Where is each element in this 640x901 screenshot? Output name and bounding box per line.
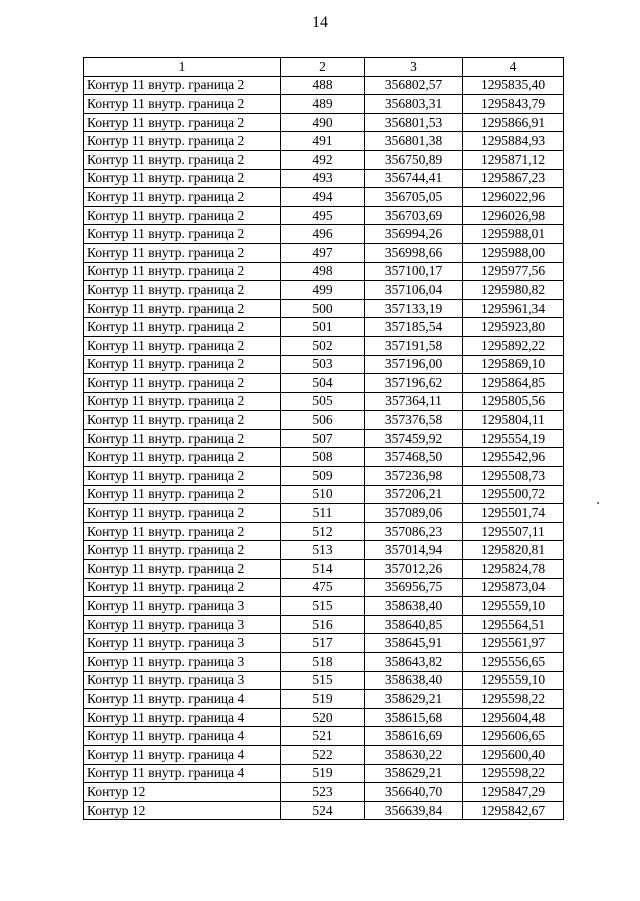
contour-name-cell: Контур 11 внутр. граница 3 bbox=[84, 671, 281, 690]
y-coordinate-cell: 1295507,11 bbox=[463, 522, 564, 541]
table-row bbox=[84, 727, 564, 746]
contour-name-cell: Контур 11 внутр. граница 2 bbox=[84, 411, 281, 430]
table-row bbox=[84, 671, 564, 690]
table-row bbox=[84, 690, 564, 709]
point-number-cell: 520 bbox=[281, 708, 365, 727]
contour-name-cell: Контур 11 внутр. граница 3 bbox=[84, 653, 281, 672]
point-number-cell: 507 bbox=[281, 429, 365, 448]
y-coordinate-cell: 1295820,81 bbox=[463, 541, 564, 560]
x-coordinate-cell: 356998,66 bbox=[365, 243, 463, 262]
x-coordinate-cell: 356803,31 bbox=[365, 95, 463, 114]
contour-name-cell: Контур 11 внутр. граница 2 bbox=[84, 318, 281, 337]
x-coordinate-cell: 358629,21 bbox=[365, 690, 463, 709]
x-coordinate-cell: 356705,05 bbox=[365, 188, 463, 207]
x-coordinate-cell: 357376,58 bbox=[365, 411, 463, 430]
table-row bbox=[84, 448, 564, 467]
y-coordinate-cell: 1295556,65 bbox=[463, 653, 564, 672]
x-coordinate-cell: 356703,69 bbox=[365, 206, 463, 225]
point-number-cell: 515 bbox=[281, 597, 365, 616]
contour-name-cell: Контур 11 внутр. граница 2 bbox=[84, 225, 281, 244]
contour-name-cell: Контур 11 внутр. граница 4 bbox=[84, 745, 281, 764]
point-number-cell: 489 bbox=[281, 95, 365, 114]
table-row bbox=[84, 764, 564, 783]
point-number-cell: 498 bbox=[281, 262, 365, 281]
point-number-cell: 504 bbox=[281, 374, 365, 393]
contour-name-cell: Контур 11 внутр. граница 2 bbox=[84, 113, 281, 132]
contour-name-cell: Контур 11 внутр. граница 2 bbox=[84, 262, 281, 281]
y-coordinate-cell: 1295843,79 bbox=[463, 95, 564, 114]
table-body bbox=[84, 76, 564, 820]
x-coordinate-cell: 356639,84 bbox=[365, 801, 463, 820]
table-row bbox=[84, 281, 564, 300]
y-coordinate-cell: 1295508,73 bbox=[463, 467, 564, 486]
y-coordinate-cell: 1295501,74 bbox=[463, 504, 564, 523]
y-coordinate-cell: 1295542,96 bbox=[463, 448, 564, 467]
y-coordinate-cell: 1295977,56 bbox=[463, 262, 564, 281]
y-coordinate-cell: 1296022,96 bbox=[463, 188, 564, 207]
header-col-2: 2 bbox=[281, 58, 365, 77]
point-number-cell: 497 bbox=[281, 243, 365, 262]
y-coordinate-cell: 1295600,40 bbox=[463, 745, 564, 764]
contour-name-cell: Контур 11 внутр. граница 2 bbox=[84, 392, 281, 411]
contour-name-cell: Контур 11 внутр. граница 2 bbox=[84, 541, 281, 560]
contour-name-cell: Контур 11 внутр. граница 2 bbox=[84, 243, 281, 262]
x-coordinate-cell: 358615,68 bbox=[365, 708, 463, 727]
point-number-cell: 516 bbox=[281, 615, 365, 634]
y-coordinate-cell: 1295598,22 bbox=[463, 764, 564, 783]
point-number-cell: 519 bbox=[281, 764, 365, 783]
point-number-cell: 494 bbox=[281, 188, 365, 207]
x-coordinate-cell: 358616,69 bbox=[365, 727, 463, 746]
table-row bbox=[84, 708, 564, 727]
table-row bbox=[84, 262, 564, 281]
table-row bbox=[84, 504, 564, 523]
table-row bbox=[84, 243, 564, 262]
x-coordinate-cell: 357086,23 bbox=[365, 522, 463, 541]
y-coordinate-cell: 1295873,04 bbox=[463, 578, 564, 597]
x-coordinate-cell: 358643,82 bbox=[365, 653, 463, 672]
point-number-cell: 502 bbox=[281, 336, 365, 355]
x-coordinate-cell: 356956,75 bbox=[365, 578, 463, 597]
table-row bbox=[84, 634, 564, 653]
x-coordinate-cell: 357014,94 bbox=[365, 541, 463, 560]
contour-name-cell: Контур 11 внутр. граница 2 bbox=[84, 522, 281, 541]
point-number-cell: 508 bbox=[281, 448, 365, 467]
y-coordinate-cell: 1295604,48 bbox=[463, 708, 564, 727]
table-row bbox=[84, 429, 564, 448]
y-coordinate-cell: 1296026,98 bbox=[463, 206, 564, 225]
x-coordinate-cell: 356640,70 bbox=[365, 783, 463, 802]
header-col-1: 1 bbox=[84, 58, 281, 77]
contour-name-cell: Контур 11 внутр. граница 2 bbox=[84, 355, 281, 374]
y-coordinate-cell: 1295598,22 bbox=[463, 690, 564, 709]
x-coordinate-cell: 357191,58 bbox=[365, 336, 463, 355]
y-coordinate-cell: 1295835,40 bbox=[463, 76, 564, 95]
y-coordinate-cell: 1295961,34 bbox=[463, 299, 564, 318]
contour-name-cell: Контур 11 внутр. граница 2 bbox=[84, 467, 281, 486]
point-number-cell: 491 bbox=[281, 132, 365, 151]
y-coordinate-cell: 1295864,85 bbox=[463, 374, 564, 393]
point-number-cell: 524 bbox=[281, 801, 365, 820]
point-number-cell: 501 bbox=[281, 318, 365, 337]
x-coordinate-cell: 357236,98 bbox=[365, 467, 463, 486]
contour-name-cell: Контур 11 внутр. граница 3 bbox=[84, 615, 281, 634]
y-coordinate-cell: 1295842,67 bbox=[463, 801, 564, 820]
point-number-cell: 500 bbox=[281, 299, 365, 318]
x-coordinate-cell: 358629,21 bbox=[365, 764, 463, 783]
contour-name-cell: Контур 11 внутр. граница 2 bbox=[84, 504, 281, 523]
point-number-cell: 521 bbox=[281, 727, 365, 746]
contour-name-cell: Контур 11 внутр. граница 2 bbox=[84, 169, 281, 188]
contour-name-cell: Контур 11 внутр. граница 2 bbox=[84, 336, 281, 355]
table-row bbox=[84, 169, 564, 188]
x-coordinate-cell: 358638,40 bbox=[365, 597, 463, 616]
point-number-cell: 490 bbox=[281, 113, 365, 132]
x-coordinate-cell: 356750,89 bbox=[365, 150, 463, 169]
point-number-cell: 514 bbox=[281, 560, 365, 579]
page-number: 14 bbox=[312, 14, 328, 31]
point-number-cell: 499 bbox=[281, 281, 365, 300]
point-number-cell: 493 bbox=[281, 169, 365, 188]
contour-name-cell: Контур 11 внутр. граница 3 bbox=[84, 597, 281, 616]
x-coordinate-cell: 357468,50 bbox=[365, 448, 463, 467]
point-number-cell: 509 bbox=[281, 467, 365, 486]
contour-name-cell: Контур 11 внутр. граница 2 bbox=[84, 76, 281, 95]
y-coordinate-cell: 1295923,80 bbox=[463, 318, 564, 337]
y-coordinate-cell: 1295554,19 bbox=[463, 429, 564, 448]
y-coordinate-cell: 1295606,65 bbox=[463, 727, 564, 746]
x-coordinate-cell: 357196,00 bbox=[365, 355, 463, 374]
point-number-cell: 522 bbox=[281, 745, 365, 764]
y-coordinate-cell: 1295500,72 bbox=[463, 485, 564, 504]
contour-name-cell: Контур 11 внутр. граница 4 bbox=[84, 727, 281, 746]
x-coordinate-cell: 356801,38 bbox=[365, 132, 463, 151]
y-coordinate-cell: 1295867,23 bbox=[463, 169, 564, 188]
header-col-3: 3 bbox=[365, 58, 463, 77]
contour-name-cell: Контур 11 внутр. граница 2 bbox=[84, 206, 281, 225]
x-coordinate-cell: 357364,11 bbox=[365, 392, 463, 411]
x-coordinate-cell: 356994,26 bbox=[365, 225, 463, 244]
contour-name-cell: Контур 11 внутр. граница 2 bbox=[84, 281, 281, 300]
table-row bbox=[84, 615, 564, 634]
table-row bbox=[84, 485, 564, 504]
table-row bbox=[84, 76, 564, 95]
point-number-cell: 506 bbox=[281, 411, 365, 430]
table-row bbox=[84, 560, 564, 579]
point-number-cell: 517 bbox=[281, 634, 365, 653]
point-number-cell: 519 bbox=[281, 690, 365, 709]
table-row bbox=[84, 467, 564, 486]
contour-name-cell: Контур 11 внутр. граница 2 bbox=[84, 448, 281, 467]
table-row bbox=[84, 578, 564, 597]
point-number-cell: 511 bbox=[281, 504, 365, 523]
x-coordinate-cell: 357196,62 bbox=[365, 374, 463, 393]
x-coordinate-cell: 358645,91 bbox=[365, 634, 463, 653]
y-coordinate-cell: 1295561,97 bbox=[463, 634, 564, 653]
table-row bbox=[84, 522, 564, 541]
y-coordinate-cell: 1295892,22 bbox=[463, 336, 564, 355]
point-number-cell: 510 bbox=[281, 485, 365, 504]
x-coordinate-cell: 357206,21 bbox=[365, 485, 463, 504]
x-coordinate-cell: 356802,57 bbox=[365, 76, 463, 95]
y-coordinate-cell: 1295988,01 bbox=[463, 225, 564, 244]
x-coordinate-cell: 357012,26 bbox=[365, 560, 463, 579]
y-coordinate-cell: 1295847,29 bbox=[463, 783, 564, 802]
table-row bbox=[84, 95, 564, 114]
x-coordinate-cell: 357089,06 bbox=[365, 504, 463, 523]
coordinates-table bbox=[83, 57, 564, 820]
y-coordinate-cell: 1295805,56 bbox=[463, 392, 564, 411]
table-row bbox=[84, 132, 564, 151]
x-coordinate-cell: 356801,53 bbox=[365, 113, 463, 132]
contour-name-cell: Контур 11 внутр. граница 3 bbox=[84, 634, 281, 653]
coordinates-table-container bbox=[83, 57, 564, 820]
y-coordinate-cell: 1295988,00 bbox=[463, 243, 564, 262]
table-row bbox=[84, 801, 564, 820]
table-row bbox=[84, 653, 564, 672]
contour-name-cell: Контур 11 внутр. граница 2 bbox=[84, 485, 281, 504]
table-row bbox=[84, 374, 564, 393]
header-row bbox=[84, 58, 564, 77]
point-number-cell: 488 bbox=[281, 76, 365, 95]
contour-name-cell: Контур 12 bbox=[84, 783, 281, 802]
contour-name-cell: Контур 11 внутр. граница 2 bbox=[84, 132, 281, 151]
table-row bbox=[84, 318, 564, 337]
point-number-cell: 475 bbox=[281, 578, 365, 597]
y-coordinate-cell: 1295824,78 bbox=[463, 560, 564, 579]
point-number-cell: 495 bbox=[281, 206, 365, 225]
x-coordinate-cell: 356744,41 bbox=[365, 169, 463, 188]
point-number-cell: 512 bbox=[281, 522, 365, 541]
x-coordinate-cell: 357133,19 bbox=[365, 299, 463, 318]
x-coordinate-cell: 358638,40 bbox=[365, 671, 463, 690]
y-coordinate-cell: 1295869,10 bbox=[463, 355, 564, 374]
x-coordinate-cell: 357106,04 bbox=[365, 281, 463, 300]
contour-name-cell: Контур 11 внутр. граница 2 bbox=[84, 429, 281, 448]
x-coordinate-cell: 358630,22 bbox=[365, 745, 463, 764]
table-row bbox=[84, 392, 564, 411]
y-coordinate-cell: 1295871,12 bbox=[463, 150, 564, 169]
table-row bbox=[84, 206, 564, 225]
point-number-cell: 496 bbox=[281, 225, 365, 244]
y-coordinate-cell: 1295559,10 bbox=[463, 671, 564, 690]
y-coordinate-cell: 1295884,93 bbox=[463, 132, 564, 151]
contour-name-cell: Контур 11 внутр. граница 2 bbox=[84, 150, 281, 169]
point-number-cell: 515 bbox=[281, 671, 365, 690]
y-coordinate-cell: 1295559,10 bbox=[463, 597, 564, 616]
table-header bbox=[84, 58, 564, 77]
table-row bbox=[84, 745, 564, 764]
x-coordinate-cell: 357459,92 bbox=[365, 429, 463, 448]
point-number-cell: 523 bbox=[281, 783, 365, 802]
table-row bbox=[84, 188, 564, 207]
table-row bbox=[84, 150, 564, 169]
x-coordinate-cell: 357100,17 bbox=[365, 262, 463, 281]
table-row bbox=[84, 113, 564, 132]
y-coordinate-cell: 1295866,91 bbox=[463, 113, 564, 132]
table-row bbox=[84, 225, 564, 244]
table-row bbox=[84, 299, 564, 318]
x-coordinate-cell: 357185,54 bbox=[365, 318, 463, 337]
point-number-cell: 505 bbox=[281, 392, 365, 411]
contour-name-cell: Контур 11 внутр. граница 2 bbox=[84, 374, 281, 393]
table-row bbox=[84, 597, 564, 616]
point-number-cell: 503 bbox=[281, 355, 365, 374]
contour-name-cell: Контур 11 внутр. граница 4 bbox=[84, 764, 281, 783]
contour-name-cell: Контур 11 внутр. граница 2 bbox=[84, 560, 281, 579]
contour-name-cell: Контур 11 внутр. граница 4 bbox=[84, 708, 281, 727]
point-number-cell: 492 bbox=[281, 150, 365, 169]
header-col-4: 4 bbox=[463, 58, 564, 77]
y-coordinate-cell: 1295980,82 bbox=[463, 281, 564, 300]
contour-name-cell: Контур 11 внутр. граница 4 bbox=[84, 690, 281, 709]
contour-name-cell: Контур 11 внутр. граница 2 bbox=[84, 95, 281, 114]
point-number-cell: 518 bbox=[281, 653, 365, 672]
contour-name-cell: Контур 11 внутр. граница 2 bbox=[84, 299, 281, 318]
table-row bbox=[84, 336, 564, 355]
point-number-cell: 513 bbox=[281, 541, 365, 560]
x-coordinate-cell: 358640,85 bbox=[365, 615, 463, 634]
table-row bbox=[84, 783, 564, 802]
scan-speck bbox=[597, 502, 599, 504]
contour-name-cell: Контур 11 внутр. граница 2 bbox=[84, 578, 281, 597]
contour-name-cell: Контур 12 bbox=[84, 801, 281, 820]
table-row bbox=[84, 355, 564, 374]
y-coordinate-cell: 1295564,51 bbox=[463, 615, 564, 634]
table-row bbox=[84, 411, 564, 430]
contour-name-cell: Контур 11 внутр. граница 2 bbox=[84, 188, 281, 207]
table-row bbox=[84, 541, 564, 560]
y-coordinate-cell: 1295804,11 bbox=[463, 411, 564, 430]
